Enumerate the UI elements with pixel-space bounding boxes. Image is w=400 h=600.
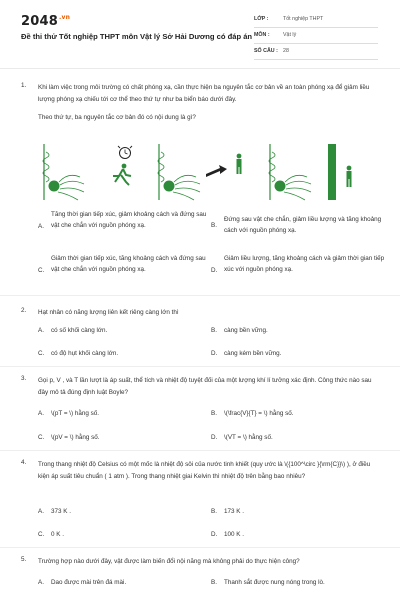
option-label: B. <box>211 508 217 515</box>
option-label: B. <box>211 222 217 229</box>
meta-key: LỚP : <box>254 16 269 22</box>
option-text: \(\frac{V}{T} = \) hằng số. <box>224 410 294 417</box>
radiation-signs-figure <box>38 142 383 204</box>
question-number: 5. <box>21 556 27 563</box>
option-label: A. <box>38 579 44 586</box>
option-label: B. <box>211 327 217 334</box>
question-text: Gọi p, V , và T lần lượt là áp suất, thể tích và nhiệt độ tuyệt đối của một lượng khí lí tưởng xác định. Công thức nào sau đây mô tả đúng định luật Boyle? <box>38 377 372 396</box>
option-label: A. <box>38 223 44 230</box>
meta-value: Vật lý <box>283 32 297 38</box>
header <box>0 0 400 66</box>
option-label: C. <box>38 350 45 357</box>
option-text: Dao được mài trên đá mài. <box>51 579 127 586</box>
option-text: Giảm liều lượng, tăng khoảng cách và giảm thời gian tiếp xúc với nguồn phóng xạ. <box>224 255 385 273</box>
question-text: Trường hợp nào dưới đây, vật được làm biến đổi nội năng mà không phải do thực hiện công? <box>38 558 300 565</box>
option-text: 373 K . <box>51 508 71 515</box>
option-text: càng kém bền vững. <box>224 350 282 357</box>
question-divider <box>0 450 400 451</box>
logo-suffix: .vn <box>58 14 71 21</box>
meta-key: MÔN : <box>254 32 270 38</box>
option-text: 100 K . <box>224 531 244 538</box>
question-divider <box>0 295 400 296</box>
question-divider <box>0 366 400 367</box>
meta-value: 28 <box>283 48 289 54</box>
option-text: Tăng thời gian tiếp xúc, giảm khoảng cách và đứng sau vật che chắn với nguồn phóng xạ. <box>51 211 207 229</box>
option-text: Giảm thời gian tiếp xúc, tăng khoảng cách và đứng sau vật che chắn với nguồn phóng xạ. <box>51 255 206 273</box>
site-logo[interactable] <box>21 14 70 29</box>
header-divider <box>0 68 400 69</box>
option-text: \(pV = \) hằng số. <box>51 434 100 441</box>
option-text: Đứng sau vật che chắn, giảm liều lượng và tăng khoảng cách với nguồn phóng xạ. <box>224 216 382 234</box>
question-subtext: Theo thứ tự, ba nguyên tắc cơ bản đó có nội dung là gì? <box>38 114 196 121</box>
sign-distance <box>158 144 242 200</box>
logo-text: 2048 <box>21 14 58 29</box>
option-label: C. <box>38 267 45 274</box>
option-text: Thanh sắt được nung nóng trong lò. <box>224 579 325 586</box>
question-number: 2. <box>21 307 27 314</box>
meta-row-count <box>254 46 378 60</box>
question-text: Hạt nhân có năng lượng liên kết riêng càng lớn thì <box>38 309 179 316</box>
option-label: D. <box>211 531 218 538</box>
question-divider <box>0 547 400 548</box>
option-label: A. <box>38 508 44 515</box>
option-label: D. <box>211 267 218 274</box>
option-text: càng bền vững. <box>224 327 268 334</box>
option-label: D. <box>211 434 218 441</box>
meta-row-subject <box>254 30 378 44</box>
sign-time <box>43 144 132 200</box>
option-label: B. <box>211 410 217 417</box>
option-label: A. <box>38 327 44 334</box>
option-text: \(VT = \) hằng số. <box>224 434 273 441</box>
meta-key: SỐ CÂU : <box>254 48 278 54</box>
option-text: có độ hụt khối càng lớn. <box>51 350 119 357</box>
meta-table <box>254 14 378 62</box>
option-label: B. <box>211 579 217 586</box>
question-text: Khi làm việc trong môi trường có chất phóng xạ, cần thực hiện ba nguyên tắc cơ bản về an toàn phóng xạ để giảm liều lượng phóng xạ chiếu tới cơ thể theo thứ tự như ba biển báo dưới đây. <box>38 84 370 103</box>
question-text: Trong thang nhiệt độ Celsius có một mốc là nhiệt độ sôi của nước tinh khiết (quy ước là \({100^\circ }{\rm{C}}\) ), ở điều kiện áp suất tiêu chuẩn ( 1 atm ). Trong thang nhiệt giai Kelvin thì nhiệt độ trên bằng bao nhiêu? <box>38 461 371 480</box>
meta-value: Tốt nghiệp THPT <box>283 16 324 22</box>
option-text: 173 K . <box>224 508 244 515</box>
option-label: C. <box>38 434 45 441</box>
page-title: Đề thi thử Tốt nghiệp THPT môn Vật lý Sở Hải Dương có đáp án <box>21 32 253 41</box>
option-label: C. <box>38 531 45 538</box>
question-number: 4. <box>21 459 27 466</box>
option-text: có số khối càng lớn. <box>51 327 108 334</box>
question-number: 3. <box>21 375 27 382</box>
option-text: \(pT = \) hằng số. <box>51 410 100 417</box>
question-number: 1. <box>21 82 27 89</box>
sign-shielding <box>269 144 352 200</box>
option-label: D. <box>211 350 218 357</box>
option-text: 0 K . <box>51 531 64 538</box>
option-label: A. <box>38 410 44 417</box>
meta-row-class <box>254 14 378 28</box>
